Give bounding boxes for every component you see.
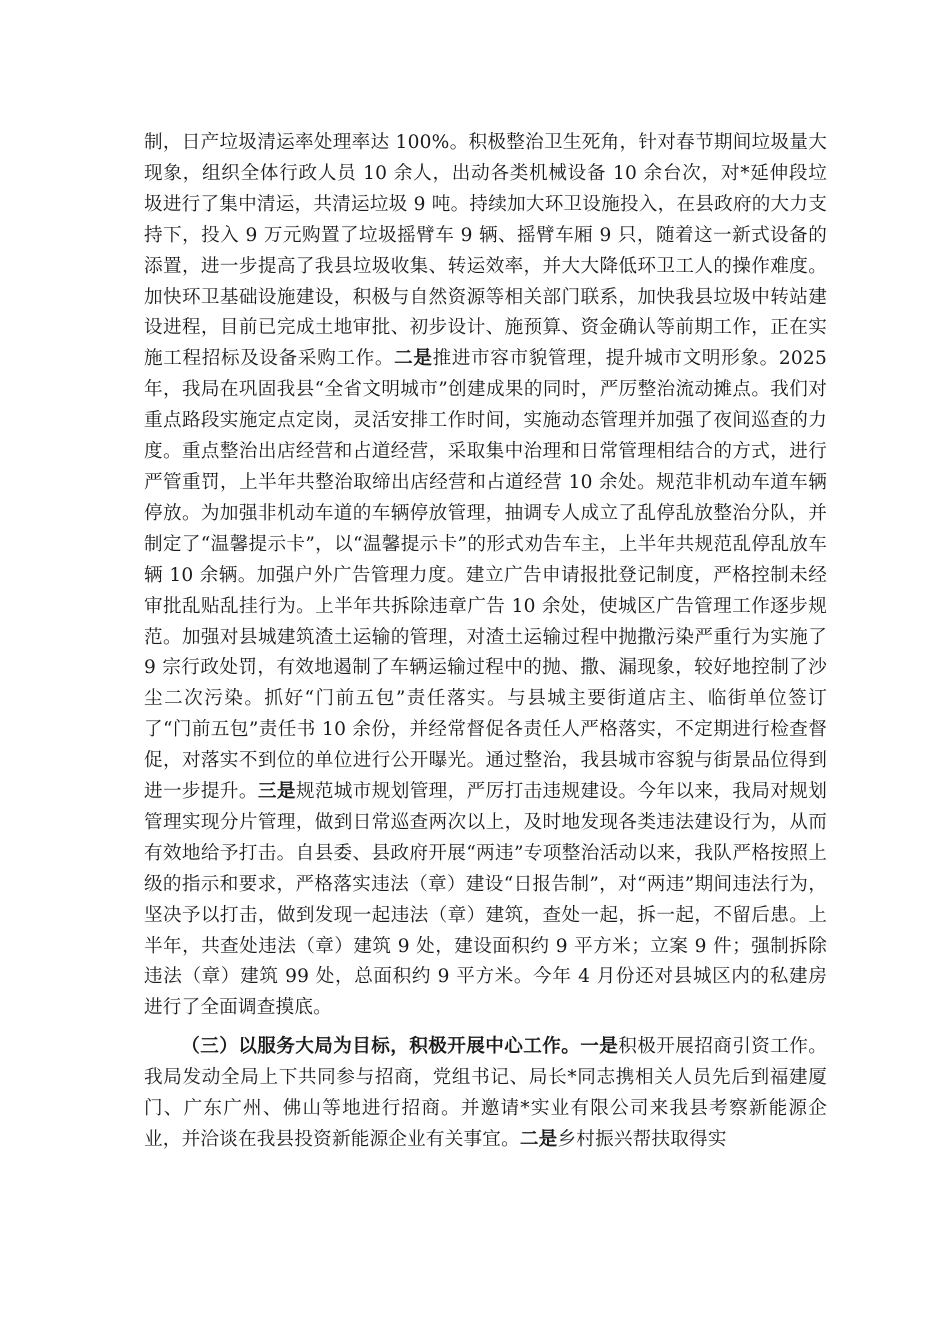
paragraph-text: 规范城市规划管理，严厉打击违规建设。今年以来，我局对规划管理实现分片管理，做到日常巡查两次以上，及时地发现各类违法建设行为，从而有效地给予打击。自县委、县政府开展“两违”专项整治活动以来，我队严格按照上级的指示和要求，严格落实违法（章）建设“日报告制”，对“两违”期间违法行为，坚决予以打击，做到发现一起违法（章）建筑，查处一起，拆一起，不留后患。上半年，共查处违法（章）建筑 9 处，建设面积约 9 平方米；立案 9 件；强制拆除违法（章）建筑 99 处，总面积约 9 平方米。今年 4 月份还对县城区内的私建房进行了全面调查摸底。: [144, 781, 828, 1019]
section-heading: （三）以服务大局为目标，积极开展中心工作。: [181, 1036, 581, 1058]
emphasis-label: 二是: [519, 1129, 558, 1150]
document-body: [144, 128, 827, 1156]
emphasis-label: 二是: [394, 348, 433, 370]
emphasis-label: 一是: [580, 1036, 619, 1058]
paragraph-text: 积极开展招商引资工作。我局发动全局上下共同参与招商，党组书记、局长*同志携相关人员先后到福建厦门、广东广州、佛山等地进行招商。并邀请*实业有限公司来我县考察新能源企业，并洽谈在我县投资新能源企业有关事宜。: [144, 1036, 828, 1150]
paragraph-text: 乡村振兴帮扶取得实: [557, 1129, 727, 1150]
paragraph-text: 推进市容市貌管理，提升城市文明形象。2025 年，我局在巩固我县“全省文明城市”创建成果的同时，严厉整治流动摊点。我们对重点路段实施定点定岗，灵活安排工作时间，实施动态管理并加强了夜间巡查的力度。重点整治出店经营和占道经营，采取集中治理和日常管理相结合的方式，进行严管重罚，上半年共整治取缔出店经营和占道经营 10 余处。规范非机动车道车辆停放。为加强非机动车道的车辆停放管理，抽调专人成立了乱停乱放整治分队，并制定了“温馨提示卡”，以“温馨提示卡”的形式劝告车主，上半年共规范乱停乱放车辆 10 余辆。加强户外广告管理力度。建立广告申请报批登记制度，严格控制未经审批乱贴乱挂行为。上半年共拆除违章广告 10 余处，使城区广告管理工作逐步规范。加强对县城建筑渣土运输的管理，对渣土运输过程中抛撒污染严重行为实施了 9 宗行政处罚，有效地遏制了车辆运输过程中的抛、撒、漏现象，较好地控制了沙尘二次污染。抓好“门前五包”责任落实。与县城主要街道店主、临街单位签订了“门前五包”责任书 10 余份，并经常督促各责任人严格落实，不定期进行检查督促，对落实不到位的单位进行公开曝光。通过整治，我县城市容貌与街景品位得到进一步提升。: [144, 348, 827, 803]
paragraph-text: 制，日产垃圾清运率处理率达 100%。积极整治卫生死角，针对春节期间垃圾量大现象，组织全体行政人员 10 余人，出动各类机械设备 10 余台次，对*延伸段垃圾进行了集中清运，共清运垃圾 9 吨。持续加大环卫设施投入，在县政府的大力支持下，投入 9 万元购置了垃圾摇臂车 9 辆、摇臂车厢 9 只，随着这一新式设备的添置，进一步提高了我县垃圾收集、转运效率，并大大降低环卫工人的操作难度。加快环卫基础设施建设，积极与自然资源等相关部门联系，加快我县垃圾中转站建设进程，目前已完成土地审批、初步设计、施预算、资金确认等前期工作，正在实施工程招标及设备采购工作。: [144, 132, 827, 370]
body-paragraph: [144, 128, 827, 1024]
emphasis-label: 三是: [257, 781, 296, 803]
body-paragraph: [144, 1032, 827, 1156]
